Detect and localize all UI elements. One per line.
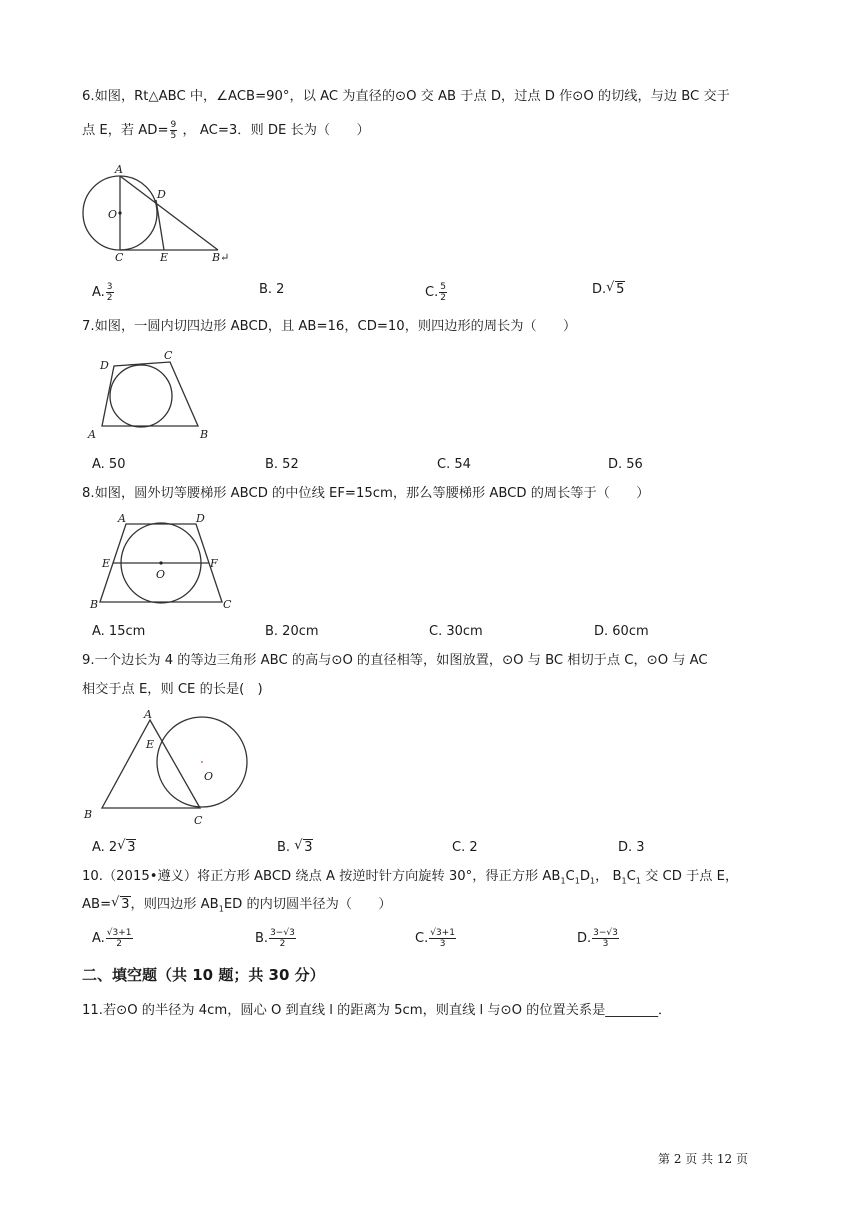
q10-option-c[interactable]: C. $\frac{√3+1}{3}$: [415, 928, 455, 949]
q10-option-a[interactable]: A. $\frac{√3+1}{2}$: [92, 928, 132, 949]
svg-text:B: B: [90, 598, 99, 611]
q6-option-b[interactable]: B. 2: [259, 282, 285, 297]
svg-text:E: E: [102, 557, 111, 570]
q7-options: [92, 457, 712, 479]
q9-option-d[interactable]: D. 3: [618, 840, 645, 855]
svg-text:F: F: [210, 557, 218, 570]
q6-options: [92, 282, 712, 304]
q7-option-b[interactable]: B. 52: [265, 457, 299, 472]
q8-option-d[interactable]: D. 60cm: [594, 624, 649, 639]
q8-option-a[interactable]: A. 15cm: [92, 624, 146, 639]
q6-option-a[interactable]: A. $\frac{3}{2}$: [92, 282, 113, 303]
svg-text:A: A: [115, 163, 123, 176]
page-footer: 第 2 页 共 12 页: [658, 1152, 748, 1166]
svg-text:A: A: [144, 708, 152, 721]
question-11: 11.若⊙O 的半径为 4cm，圆心 O 到直线 l 的距离为 5cm，则直线 l 与⊙O 的位置关系是________．: [82, 1003, 672, 1018]
q9-options: [92, 840, 712, 862]
svg-text:C: C: [115, 251, 124, 262]
svg-text:B: B: [84, 808, 93, 821]
q8-option-b[interactable]: B. 20cm: [265, 624, 319, 639]
svg-text:D: D: [100, 359, 109, 372]
section-heading-fill-in: 二、填空题（共 10 题；共 30 分）: [82, 966, 325, 984]
question-9-line1: 9.一个边长为 4 的等边三角形 ABC 的高与⊙O 的直径相等，如图放置，⊙O 与 BC 相切于点 C，⊙O 与 AC: [82, 653, 708, 668]
q6-text-a: 点 E，若 AD=: [82, 123, 169, 138]
q9-option-b[interactable]: B. √ 3: [277, 838, 313, 855]
question-7: 7.如图，一圆内切四边形 ABCD，且 AB=16，CD=10，则四边形的周长为（ ）: [82, 319, 577, 334]
question-6-line2: [82, 114, 782, 148]
svg-text:A: A: [88, 428, 96, 441]
svg-text:E: E: [146, 738, 155, 751]
q6-figure: [80, 162, 240, 262]
q8-figure: [86, 510, 246, 616]
svg-text:B: B: [200, 428, 209, 441]
question-10-line2: AB= √ 3，则四边形 $AB_1ED$ 的内切圆半径为（ ）: [82, 895, 392, 914]
q8-option-c[interactable]: C. 30cm: [429, 624, 483, 639]
q6-ad-fraction: $\frac{9}{5}$: [170, 119, 177, 141]
svg-text:A: A: [118, 512, 126, 525]
svg-text:D: D: [157, 188, 166, 201]
question-6-line1: 6.如图，Rt△ABC 中，∠ACB=90°，以 AC 为直径的⊙O 交 AB 于点 D，过点 D 作⊙O 的切线，与边 BC 交于: [82, 89, 730, 104]
q7-option-a[interactable]: A. 50: [92, 457, 126, 472]
question-9-line2: 相交于点 E，则 CE 的长是( ): [82, 682, 263, 697]
svg-text:O: O: [108, 208, 118, 221]
svg-text:O: O: [204, 770, 214, 783]
q7-figure: [84, 346, 224, 442]
question-10-line1: 10.（2015•遵义）将正方形 ABCD 绕点 A 按逆时针方向旋转 30°，得正方形 $AB_1C_1D_1$， $B_1C_1$ 交 CD 于点 E，: [82, 869, 739, 886]
svg-text:E: E: [160, 251, 169, 262]
question-8: 8.如图，圆外切等腰梯形 ABCD 的中位线 EF=15cm，那么等腰梯形 ABCD 的周长等于（ ）: [82, 486, 650, 501]
q6-text-b: ， AC=3．则 DE 长为（ ）: [182, 123, 370, 138]
svg-text:C: C: [223, 598, 232, 611]
svg-text:O: O: [156, 568, 166, 581]
q6-option-c[interactable]: C. $\frac{5}{2}$: [425, 282, 446, 303]
svg-text:C: C: [164, 349, 173, 362]
q6-option-d[interactable]: D. √ 5: [592, 280, 625, 297]
q7-option-c[interactable]: C. 54: [437, 457, 471, 472]
q10-options: [92, 928, 712, 950]
q8-options: [92, 624, 712, 646]
q9-option-a[interactable]: A. 2 √ 3: [92, 838, 136, 855]
svg-text:C: C: [194, 814, 203, 827]
q9-figure: [80, 706, 250, 830]
q10-option-d[interactable]: D. $\frac{3-√3}{3}$: [577, 928, 618, 949]
svg-text:B↵: B↵: [212, 251, 230, 262]
svg-text:D: D: [196, 512, 205, 525]
q10-option-b[interactable]: B. $\frac{3-√3}{2}$: [255, 928, 295, 949]
q9-option-c[interactable]: C. 2: [452, 840, 478, 855]
q7-option-d[interactable]: D. 56: [608, 457, 643, 472]
